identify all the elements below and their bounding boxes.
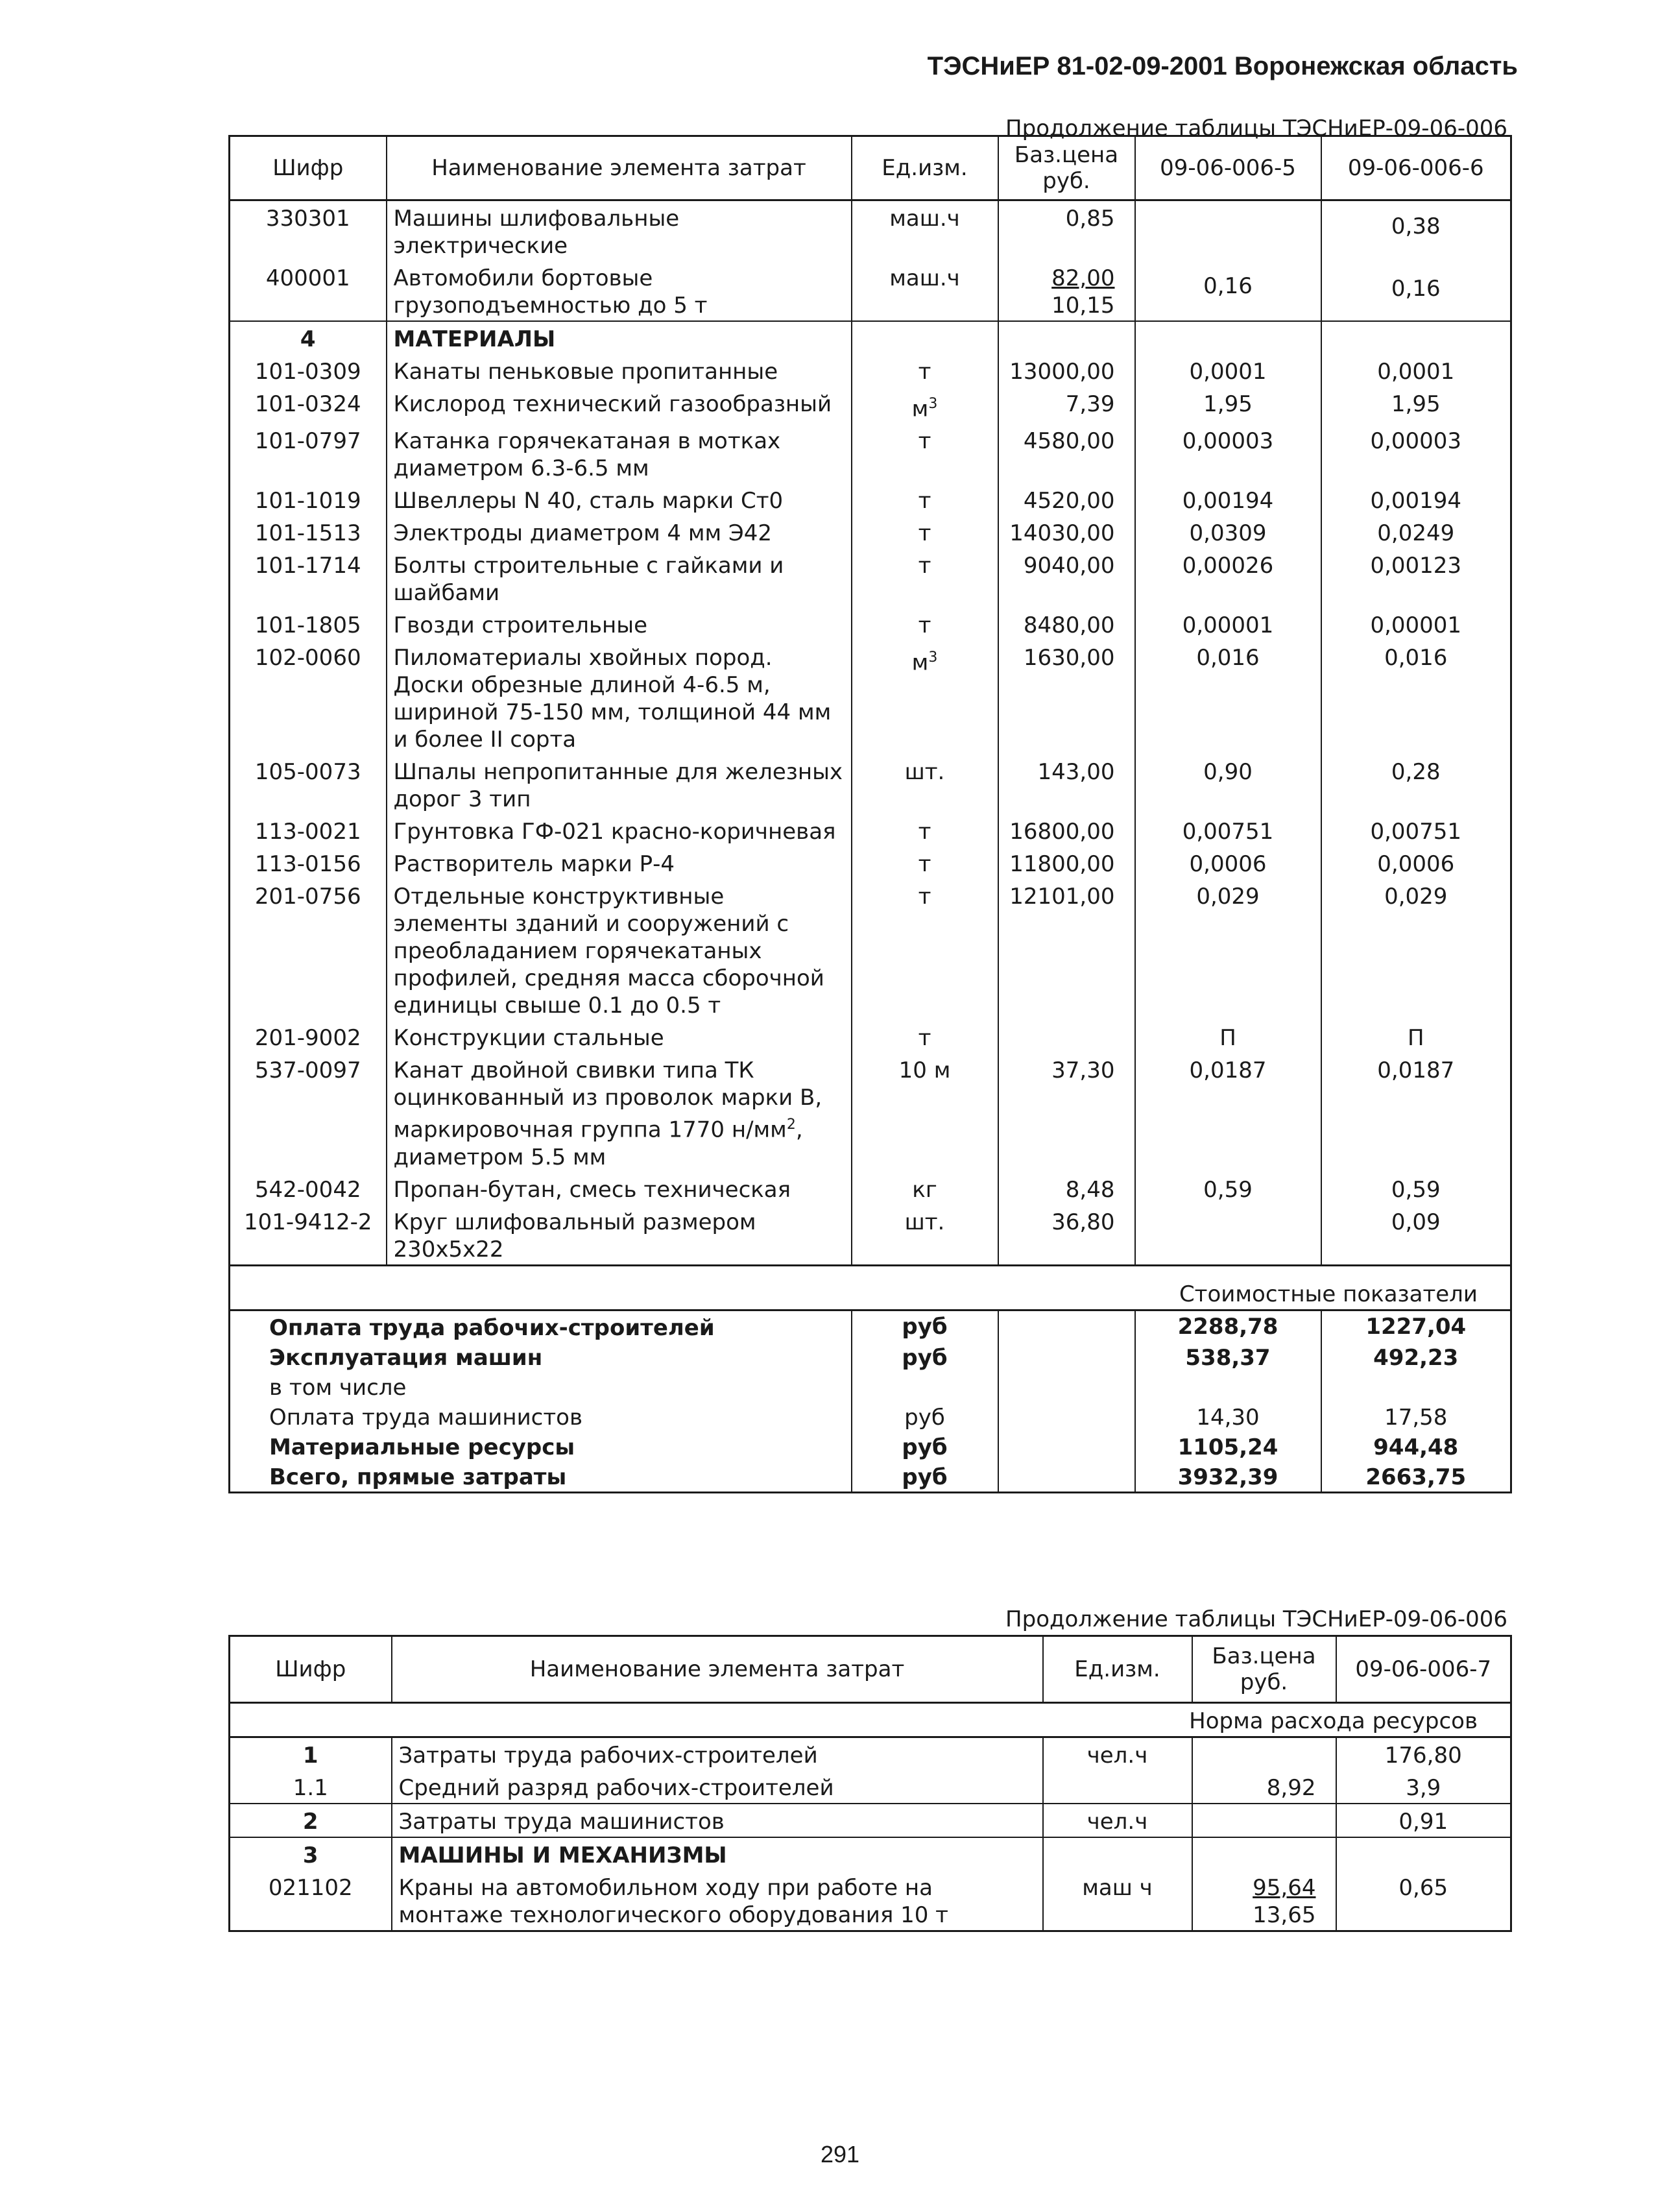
name-cell: Кислород технический газообразный xyxy=(387,387,852,424)
value-cell: 0,029 xyxy=(1321,879,1511,1020)
total-label: Оплата труда рабочих-строителей xyxy=(269,1314,715,1341)
norm-band xyxy=(230,1703,1511,1737)
value-cell: 176,80 xyxy=(1336,1737,1511,1771)
value-cell: 0,0187 xyxy=(1135,1053,1321,1172)
cost-indicators-label: Стоимостные показатели xyxy=(230,1265,1511,1310)
column-header: Баз.цена руб. xyxy=(1192,1636,1336,1703)
price-cell: 7,39 xyxy=(998,387,1135,424)
table-continuation-label: Продолжение таблицы ТЭСНиЕР-09-06-006 xyxy=(1005,115,1507,141)
column-header: Ед.изм. xyxy=(852,136,998,200)
total-value: 538,37 xyxy=(1135,1342,1321,1372)
value-cell: 0,029 xyxy=(1135,879,1321,1020)
unit-cell: чел.ч xyxy=(1043,1737,1192,1771)
table-header-row xyxy=(230,1636,1511,1703)
value-cell: 0,00026 xyxy=(1135,548,1321,608)
total-value: 1105,24 xyxy=(1135,1432,1321,1462)
name-cell: Растворитель марки Р-4 xyxy=(387,847,852,879)
name-cell: Гвозди строительные xyxy=(387,608,852,640)
table-row xyxy=(230,483,1511,516)
value-cell: 1,95 xyxy=(1321,387,1511,424)
unit-cell: т xyxy=(852,1020,998,1053)
price-cell: 4520,00 xyxy=(998,483,1135,516)
name-cell: Автомобили бортовые грузоподъемностью до 5 т xyxy=(387,261,852,321)
name-cell: Конструкции стальные xyxy=(387,1020,852,1053)
total-value: 1227,04 xyxy=(1321,1310,1511,1342)
code-cell: 201-9002 xyxy=(254,1025,361,1052)
price-secondary-value: 13,65 xyxy=(1253,1902,1316,1928)
table-row xyxy=(230,1737,1511,1771)
unit-cell: т xyxy=(852,516,998,548)
table-row xyxy=(230,1770,1511,1804)
unit-cell: шт. xyxy=(852,755,998,814)
code-cell: 101-1805 xyxy=(254,612,361,639)
price-secondary-value: 10,15 xyxy=(1051,293,1115,319)
unit-cell: т xyxy=(852,483,998,516)
totals-row xyxy=(230,1372,1511,1402)
price-cell: 1630,00 xyxy=(998,640,1135,755)
name-cell: Шпалы непропитанные для железных дорог 3 тип xyxy=(387,755,852,814)
value-cell: 0,65 xyxy=(1336,1870,1511,1931)
section-title: МАШИНЫ И МЕХАНИЗМЫ xyxy=(392,1837,1043,1870)
code-cell: 021102 xyxy=(268,1875,353,1901)
section-row xyxy=(230,321,1511,354)
total-label: в том числе xyxy=(269,1374,407,1401)
table-row xyxy=(230,1804,1511,1837)
value-cell xyxy=(1135,1205,1321,1266)
code-cell: 101-0309 xyxy=(254,359,361,385)
document-header-title: ТЭСНиЕР 81-02-09-2001 Воронежская область xyxy=(927,52,1518,80)
value-cell: 0,00751 xyxy=(1321,814,1511,847)
table-row xyxy=(230,814,1511,847)
unit-cell: маш.ч xyxy=(852,261,998,321)
name-cell: Машины шлифовальные электрические xyxy=(387,200,852,261)
totals-row xyxy=(230,1310,1511,1342)
name-cell: Катанка горячекатаная в мотках диаметром 6.3-6.5 мм xyxy=(387,424,852,483)
price-cell xyxy=(1192,1870,1336,1931)
name-cell: Канат двойной свивки типа ТК оцинкованный из проволок марки В, маркировочная группа 1770 $н/мм^2$, диаметром 5.5 мм xyxy=(387,1053,852,1172)
total-value: 3932,39 xyxy=(1135,1462,1321,1493)
value-cell: 0,09 xyxy=(1321,1205,1511,1266)
column-header: Наименование элемента затрат xyxy=(387,136,852,200)
unit-cell: маш ч xyxy=(1043,1870,1192,1931)
name-cell: Пиломатериалы хвойных пород. Доски обрезные длиной 4-6.5 м, шириной 75-150 мм, толщиной 44 мм и более II сорта xyxy=(387,640,852,755)
name-cell: Пропан-бутан, смесь техническая xyxy=(387,1172,852,1205)
value-cell: П xyxy=(1321,1020,1511,1053)
table-row xyxy=(230,1205,1511,1266)
norm-band-label: Норма расхода ресурсов xyxy=(230,1703,1511,1737)
total-value: 944,48 xyxy=(1321,1432,1511,1462)
unit-cell: т xyxy=(852,424,998,483)
value-cell: 0,0309 xyxy=(1135,516,1321,548)
name-cell: Краны на автомобильном ходу при работе на монтаже технологического оборудования 10 т xyxy=(392,1870,1043,1931)
total-label: Всего, прямые затраты xyxy=(269,1464,567,1490)
code-cell: 542-0042 xyxy=(254,1176,361,1203)
value-cell: 0,00001 xyxy=(1135,608,1321,640)
code-cell: 105-0073 xyxy=(254,759,361,786)
code-cell: 400001 xyxy=(265,265,350,291)
unit-cell: кг xyxy=(852,1172,998,1205)
price-cell: 8,48 xyxy=(998,1172,1135,1205)
code-cell: 101-9412-2 xyxy=(243,1209,372,1235)
code-cell: 101-0797 xyxy=(254,428,361,455)
name-cell: Электроды диаметром 4 мм Э42 xyxy=(387,516,852,548)
unit-cell: $м^3$ xyxy=(852,387,998,424)
code-cell: 101-1513 xyxy=(254,520,361,547)
total-value: 17,58 xyxy=(1321,1402,1511,1432)
total-unit: руб xyxy=(852,1342,998,1372)
price-cell: 12101,00 xyxy=(998,879,1135,1020)
name-cell: Средний разряд рабочих-строителей xyxy=(392,1770,1043,1804)
code-cell: 1 xyxy=(302,1743,318,1769)
table-row xyxy=(230,548,1511,608)
total-value: 2663,75 xyxy=(1321,1462,1511,1493)
column-header: Наименование элемента затрат xyxy=(392,1636,1043,1703)
price-cell: 14030,00 xyxy=(998,516,1135,548)
table-row xyxy=(230,755,1511,814)
value-cell: 0,59 xyxy=(1135,1172,1321,1205)
unit-cell xyxy=(1043,1770,1192,1804)
column-header: Шифр xyxy=(230,136,387,200)
totals-row xyxy=(230,1402,1511,1432)
value-cell: 0,0006 xyxy=(1321,847,1511,879)
page-number: 291 xyxy=(820,2141,860,2168)
table-row xyxy=(230,387,1511,424)
code-cell: 113-0156 xyxy=(254,851,361,878)
value-cell: 0,90 xyxy=(1135,755,1321,814)
price-cell xyxy=(998,261,1135,321)
value-cell: 3,9 xyxy=(1336,1770,1511,1804)
price-cell: 4580,00 xyxy=(998,424,1135,483)
price-cell: 13000,00 xyxy=(998,354,1135,387)
column-header: 09-06-006-6 xyxy=(1321,136,1511,200)
price-cell xyxy=(1192,1737,1336,1771)
column-header: Ед.изм. xyxy=(1043,1636,1192,1703)
value-cell: 0,00003 xyxy=(1321,424,1511,483)
value-cell: 0,00123 xyxy=(1321,548,1511,608)
code-cell: 330301 xyxy=(265,206,350,232)
value-cell: П xyxy=(1135,1020,1321,1053)
table-continuation-label: Продолжение таблицы ТЭСНиЕР-09-06-006 xyxy=(1005,1606,1507,1632)
price-value: 95,64 xyxy=(1253,1875,1316,1901)
totals-row xyxy=(230,1342,1511,1372)
code-cell: 537-0097 xyxy=(254,1057,361,1084)
value-cell: 0,59 xyxy=(1321,1172,1511,1205)
unit-cell: т xyxy=(852,847,998,879)
unit-cell: т xyxy=(852,354,998,387)
column-header: Шифр xyxy=(230,1636,392,1703)
section-code: 4 xyxy=(230,321,387,354)
value-cell: 0,16 xyxy=(1321,261,1511,321)
table-row xyxy=(230,261,1511,321)
table-row xyxy=(230,516,1511,548)
table-row xyxy=(230,847,1511,879)
price-cell: 0,85 xyxy=(998,200,1135,261)
value-cell: 0,91 xyxy=(1336,1804,1511,1837)
table-row xyxy=(230,1172,1511,1205)
price-cell xyxy=(998,1020,1135,1053)
totals-row xyxy=(230,1432,1511,1462)
value-cell: 0,0001 xyxy=(1135,354,1321,387)
price-value: 82,00 xyxy=(1051,265,1115,291)
table-row xyxy=(230,1053,1511,1172)
column-header: Баз.цена руб. xyxy=(998,136,1135,200)
unit-cell: т xyxy=(852,608,998,640)
total-unit: руб xyxy=(852,1310,998,1342)
price-cell: 9040,00 xyxy=(998,548,1135,608)
table-row xyxy=(230,879,1511,1020)
name-cell: Затраты труда машинистов xyxy=(392,1804,1043,1837)
value-cell: 0,00194 xyxy=(1135,483,1321,516)
section-code: 3 xyxy=(230,1837,392,1870)
unit-cell: т xyxy=(852,879,998,1020)
section-title: МАТЕРИАЛЫ xyxy=(387,321,852,354)
value-cell: 0,00003 xyxy=(1135,424,1321,483)
name-cell: Болты строительные с гайками и шайбами xyxy=(387,548,852,608)
value-cell: 0,0187 xyxy=(1321,1053,1511,1172)
table-row xyxy=(230,354,1511,387)
total-label: Материальные ресурсы xyxy=(269,1434,575,1460)
code-cell: 102-0060 xyxy=(254,645,361,671)
resource-table-1 xyxy=(228,135,1512,1493)
unit-cell: шт. xyxy=(852,1205,998,1266)
name-cell: Канаты пеньковые пропитанные xyxy=(387,354,852,387)
cost-indicators-band xyxy=(230,1265,1511,1310)
value-cell: 0,0249 xyxy=(1321,516,1511,548)
table-row xyxy=(230,608,1511,640)
total-label: Оплата труда машинистов xyxy=(269,1404,583,1431)
value-cell: 0,0006 xyxy=(1135,847,1321,879)
unit-cell: маш.ч xyxy=(852,200,998,261)
total-value: 492,23 xyxy=(1321,1342,1511,1372)
value-cell: 0,28 xyxy=(1321,755,1511,814)
name-cell: Затраты труда рабочих-строителей xyxy=(392,1737,1043,1771)
value-cell: 0,0001 xyxy=(1321,354,1511,387)
table-row xyxy=(230,640,1511,755)
unit-cell: 10 м xyxy=(852,1053,998,1172)
name-cell: Круг шлифовальный размером 230х5х22 xyxy=(387,1205,852,1266)
total-unit: руб xyxy=(852,1432,998,1462)
name-cell: Швеллеры N 40, сталь марки Ст0 xyxy=(387,483,852,516)
totals-row xyxy=(230,1462,1511,1493)
section-row xyxy=(230,1837,1511,1870)
unit-cell: чел.ч xyxy=(1043,1804,1192,1837)
code-cell: 201-0756 xyxy=(254,884,361,910)
code-cell: 101-0324 xyxy=(254,391,361,417)
unit-cell: т xyxy=(852,548,998,608)
code-cell: 101-1714 xyxy=(254,553,361,579)
resource-table-2 xyxy=(228,1635,1512,1932)
price-cell: 11800,00 xyxy=(998,847,1135,879)
column-header: 09-06-006-7 xyxy=(1336,1636,1511,1703)
value-cell: 0,00194 xyxy=(1321,483,1511,516)
total-label: Эксплуатация машин xyxy=(269,1344,543,1371)
value-cell: 0,38 xyxy=(1321,200,1511,261)
price-cell: 16800,00 xyxy=(998,814,1135,847)
code-cell: 101-1019 xyxy=(254,488,361,514)
price-cell xyxy=(1192,1804,1336,1837)
value-cell: 0,00001 xyxy=(1321,608,1511,640)
code-cell: 113-0021 xyxy=(254,819,361,845)
name-cell: Грунтовка ГФ-021 красно-коричневая xyxy=(387,814,852,847)
table-row xyxy=(230,1020,1511,1053)
table-row xyxy=(230,1870,1511,1931)
value-cell xyxy=(1135,200,1321,261)
value-cell: 1,95 xyxy=(1135,387,1321,424)
code-cell: 2 xyxy=(230,1804,392,1837)
unit-cell: т xyxy=(852,814,998,847)
total-value: 14,30 xyxy=(1135,1402,1321,1432)
value-cell: 0,016 xyxy=(1321,640,1511,755)
value-cell: 0,016 xyxy=(1135,640,1321,755)
total-value: 2288,78 xyxy=(1135,1310,1321,1342)
value-cell: 0,00751 xyxy=(1135,814,1321,847)
price-cell: 8,92 xyxy=(1192,1770,1336,1804)
table-row xyxy=(230,200,1511,261)
price-cell: 143,00 xyxy=(998,755,1135,814)
column-header: 09-06-006-5 xyxy=(1135,136,1321,200)
code-cell: 1.1 xyxy=(293,1775,328,1801)
price-cell: 8480,00 xyxy=(998,608,1135,640)
value-cell: 0,16 xyxy=(1135,261,1321,321)
total-unit: руб xyxy=(852,1462,998,1493)
unit-cell: $м^3$ xyxy=(852,640,998,755)
table-header-row xyxy=(230,136,1511,200)
price-cell: 37,30 xyxy=(998,1053,1135,1172)
total-unit: руб xyxy=(852,1402,998,1432)
name-cell: Отдельные конструктивные элементы зданий и сооружений с преобладанием горячекатаных профилей, средняя масса сборочной единицы свыше 0.1 до 0.5 т xyxy=(387,879,852,1020)
price-cell: 36,80 xyxy=(998,1205,1135,1266)
table-row xyxy=(230,424,1511,483)
